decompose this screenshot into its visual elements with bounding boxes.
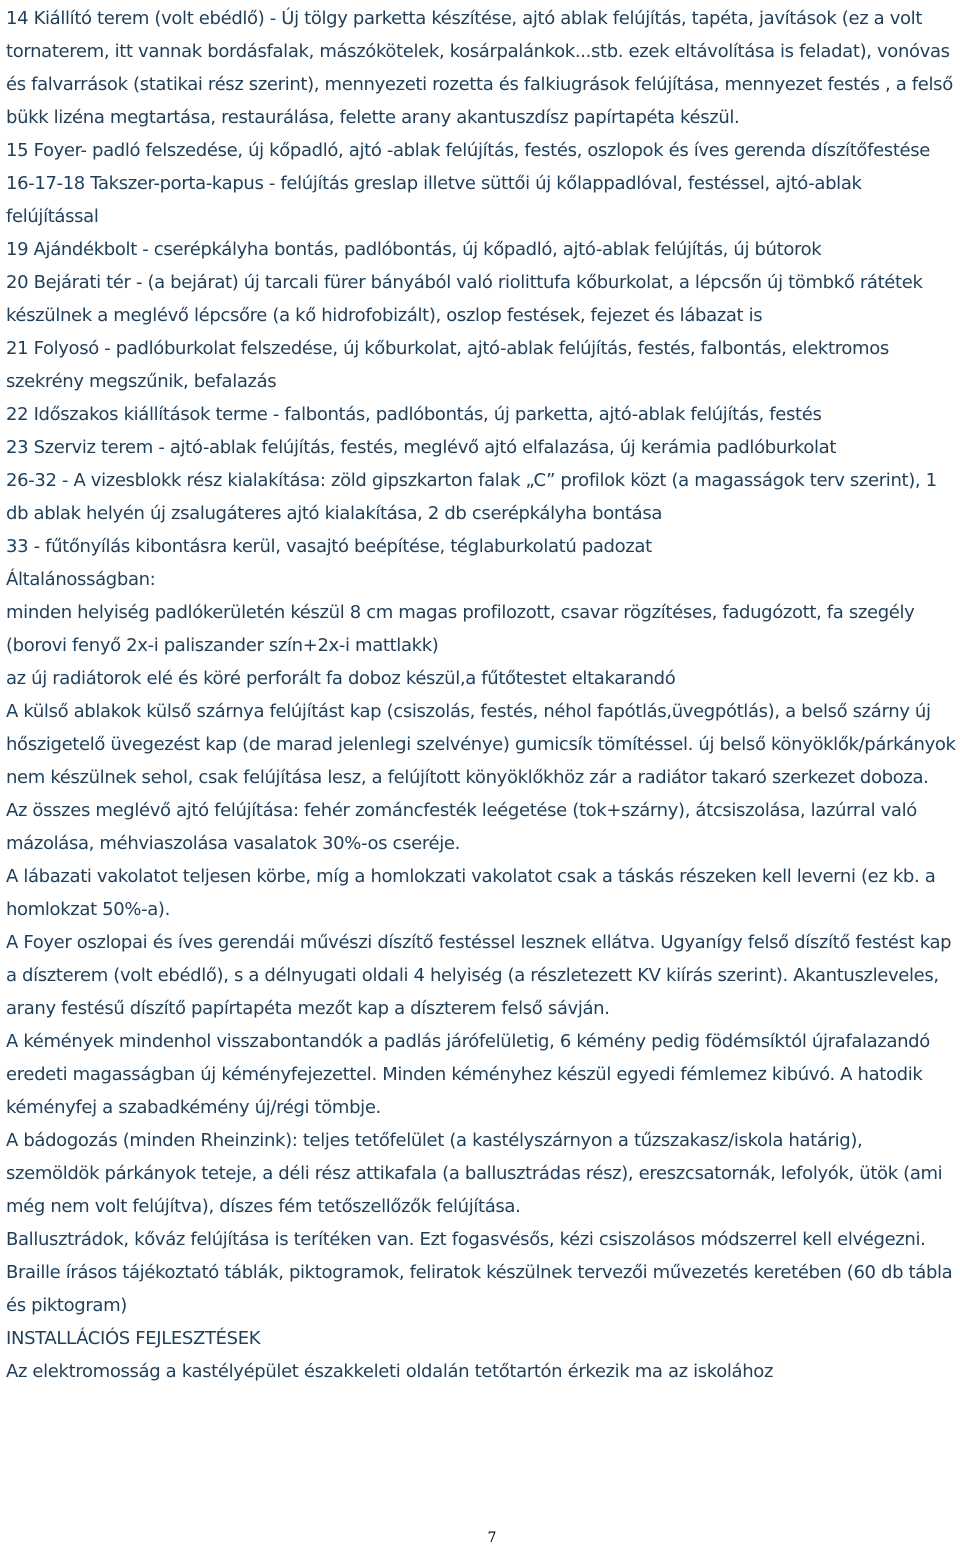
section-heading-installations: INSTALLÁCIÓS FEJLESZTÉSEK — [6, 1328, 261, 1349]
paragraph-room-23: 23 Szerviz terem - ajtó-ablak felújítás, festés, meglévő ajtó elfalazása, új kerámia padlóburkolat — [6, 437, 837, 458]
paragraph-room-16-18: 16-17-18 Takszer-porta-kapus - felújítás greslap illetve süttői új kőlappadlóval, festéssel, ajtó-ablak felújítással — [6, 173, 862, 227]
paragraph-room-20: 20 Bejárati tér - (a bejárat) új tarcali fürer bányából való riolittufa kőburkolat, a lépcsőn új tömbkő rátétek készülnek a meglévő lépcsőre (a kő hidrofobizált), oszlop festések, fejezet és lábazat is — [6, 272, 923, 326]
paragraph-room-14: 14 Kiállító terem (volt ebédlő) - Új tölgy parketta készítése, ajtó ablak felújítás, tapéta, javítások (ez a volt tornaterem, itt vannak bordásfalak, mászókötelek, kosárpalánkok...stb. ezek eltávolítása is feladat), vonóvas és falvarrások (statikai rész szerint), mennyezeti rozetta és falkiugrások felújítása, mennyezet festés , a felső bükk lizéna megtartása, restaurálása, felette arany akantuszdísz papírtapéta készül. — [6, 8, 953, 128]
paragraph-room-33: 33 - fűtőnyílás kibontásra kerül, vasajtó beépítése, téglaburkolatú padozat — [6, 536, 652, 557]
paragraph-room-19: 19 Ajándékbolt - cserépkályha bontás, padlóbontás, új kőpadló, ajtó-ablak felújítás, új bútorok — [6, 239, 822, 260]
paragraph-room-15: 15 Foyer- padló felszedése, új kőpadló, ajtó -ablak felújítás, festés, oszlopok és íves gerenda díszítőfestése — [6, 140, 930, 161]
paragraph-doors: Az összes meglévő ajtó felújítása: fehér zománcfesték leégetése (tok+szárny), átcsiszolása, lazúrral való mázolása, méhviaszolása vasalatok 30%-os cseréje. — [6, 800, 917, 854]
paragraph-plaster: A lábazati vakolatot teljesen körbe, míg a homlokzati vakolatot csak a táskás részeken kell leverni (ez kb. a homlokzat 50%-a). — [6, 866, 936, 920]
document-body — [6, 2, 958, 1388]
paragraph-braille-signs: Braille írásos tájékoztató táblák, piktogramok, feliratok készülnek tervezői művezetés keretében (60 db tábla és piktogram) — [6, 1262, 953, 1316]
paragraph-electricity: Az elektromosság a kastélyépület északkeleti oldalán tetőtartón érkezik ma az iskolához — [6, 1361, 774, 1382]
page-number: 7 — [487, 1530, 497, 1546]
paragraph-balustrades: Ballusztrádok, kőváz felújítása is terítéken van. Ezt fogasvésős, kézi csiszolásos módszerrel kell elvégezni. — [6, 1229, 926, 1250]
paragraph-decorative-painting: A Foyer oszlopai és íves gerendái művészi díszítő festéssel lesznek ellátva. Ugyanígy felső díszítő festést kap a díszterem (volt ebédlő), s a délnyugati oldali 4 helyiség (a részletezett KV kiírás szerint). Akantuszleveles, arany festésű díszítő papírtapéta mezőt kap a díszterem felső sávján. — [6, 932, 952, 1019]
paragraph-room-21: 21 Folyosó - padlóburkolat felszedése, új kőburkolat, ajtó-ablak felújítás, festés, falbontás, elektromos szekrény megszűnik, befalazás — [6, 338, 889, 392]
paragraph-radiators: az új radiátorok elé és köré perforált fa doboz készül,a fűtőtestet eltakarandó — [6, 668, 676, 689]
paragraph-chimneys: A kémények mindenhol visszabontandók a padlás járófelületig, 6 kémény pedig födémsíktól újrafalazandó eredeti magasságban új kéményfejezettel. Minden kéményhez készül egyedi fémlemez kibúvó. A hatodik kéményfej a szabadkémény új/régi tömbje. — [6, 1031, 930, 1118]
paragraph-skirting: minden helyiség padlókerületén készül 8 cm magas profilozott, csavar rögzítéses, fadugózott, fa szegély (borovi fenyő 2x-i paliszander szín+2x-i mattlakk) — [6, 602, 915, 656]
section-heading-general: Általánosságban: — [6, 569, 156, 590]
paragraph-room-26-32: 26-32 - A vizesblokk rész kialakítása: zöld gipszkarton falak „C” profilok közt (a magasságok terv szerint), 1 db ablak helyén új zsalugáteres ajtó kialakítása, 2 db cserépkályha bontása — [6, 470, 937, 524]
paragraph-room-22: 22 Időszakos kiállítások terme - falbontás, padlóbontás, új parketta, ajtó-ablak felújítás, festés — [6, 404, 822, 425]
paragraph-windows: A külső ablakok külső szárnya felújítást kap (csiszolás, festés, néhol fapótlás,üvegpótlás), a belső szárny új hőszigetelő üvegezést kap (de marad jelenlegi szelvénye) gumicsík tömítéssel. új belső könyöklők/párkányok nem készülnek sehol, csak felújítása lesz, a felújított könyöklőkhöz zár a radiátor takaró szerkezet doboza. — [6, 701, 956, 788]
paragraph-sheet-metal: A bádogozás (minden Rheinzink): teljes tetőfelület (a kastélyszárnyon a tűzszakasz/iskola határig), szemöldök párkányok teteje, a déli rész attikafala (a ballusztrádas rész), ereszcsatornák, lefolyók, ütök (ami még nem volt felújítva), díszes fém tetőszellőzők felújítása. — [6, 1130, 943, 1217]
